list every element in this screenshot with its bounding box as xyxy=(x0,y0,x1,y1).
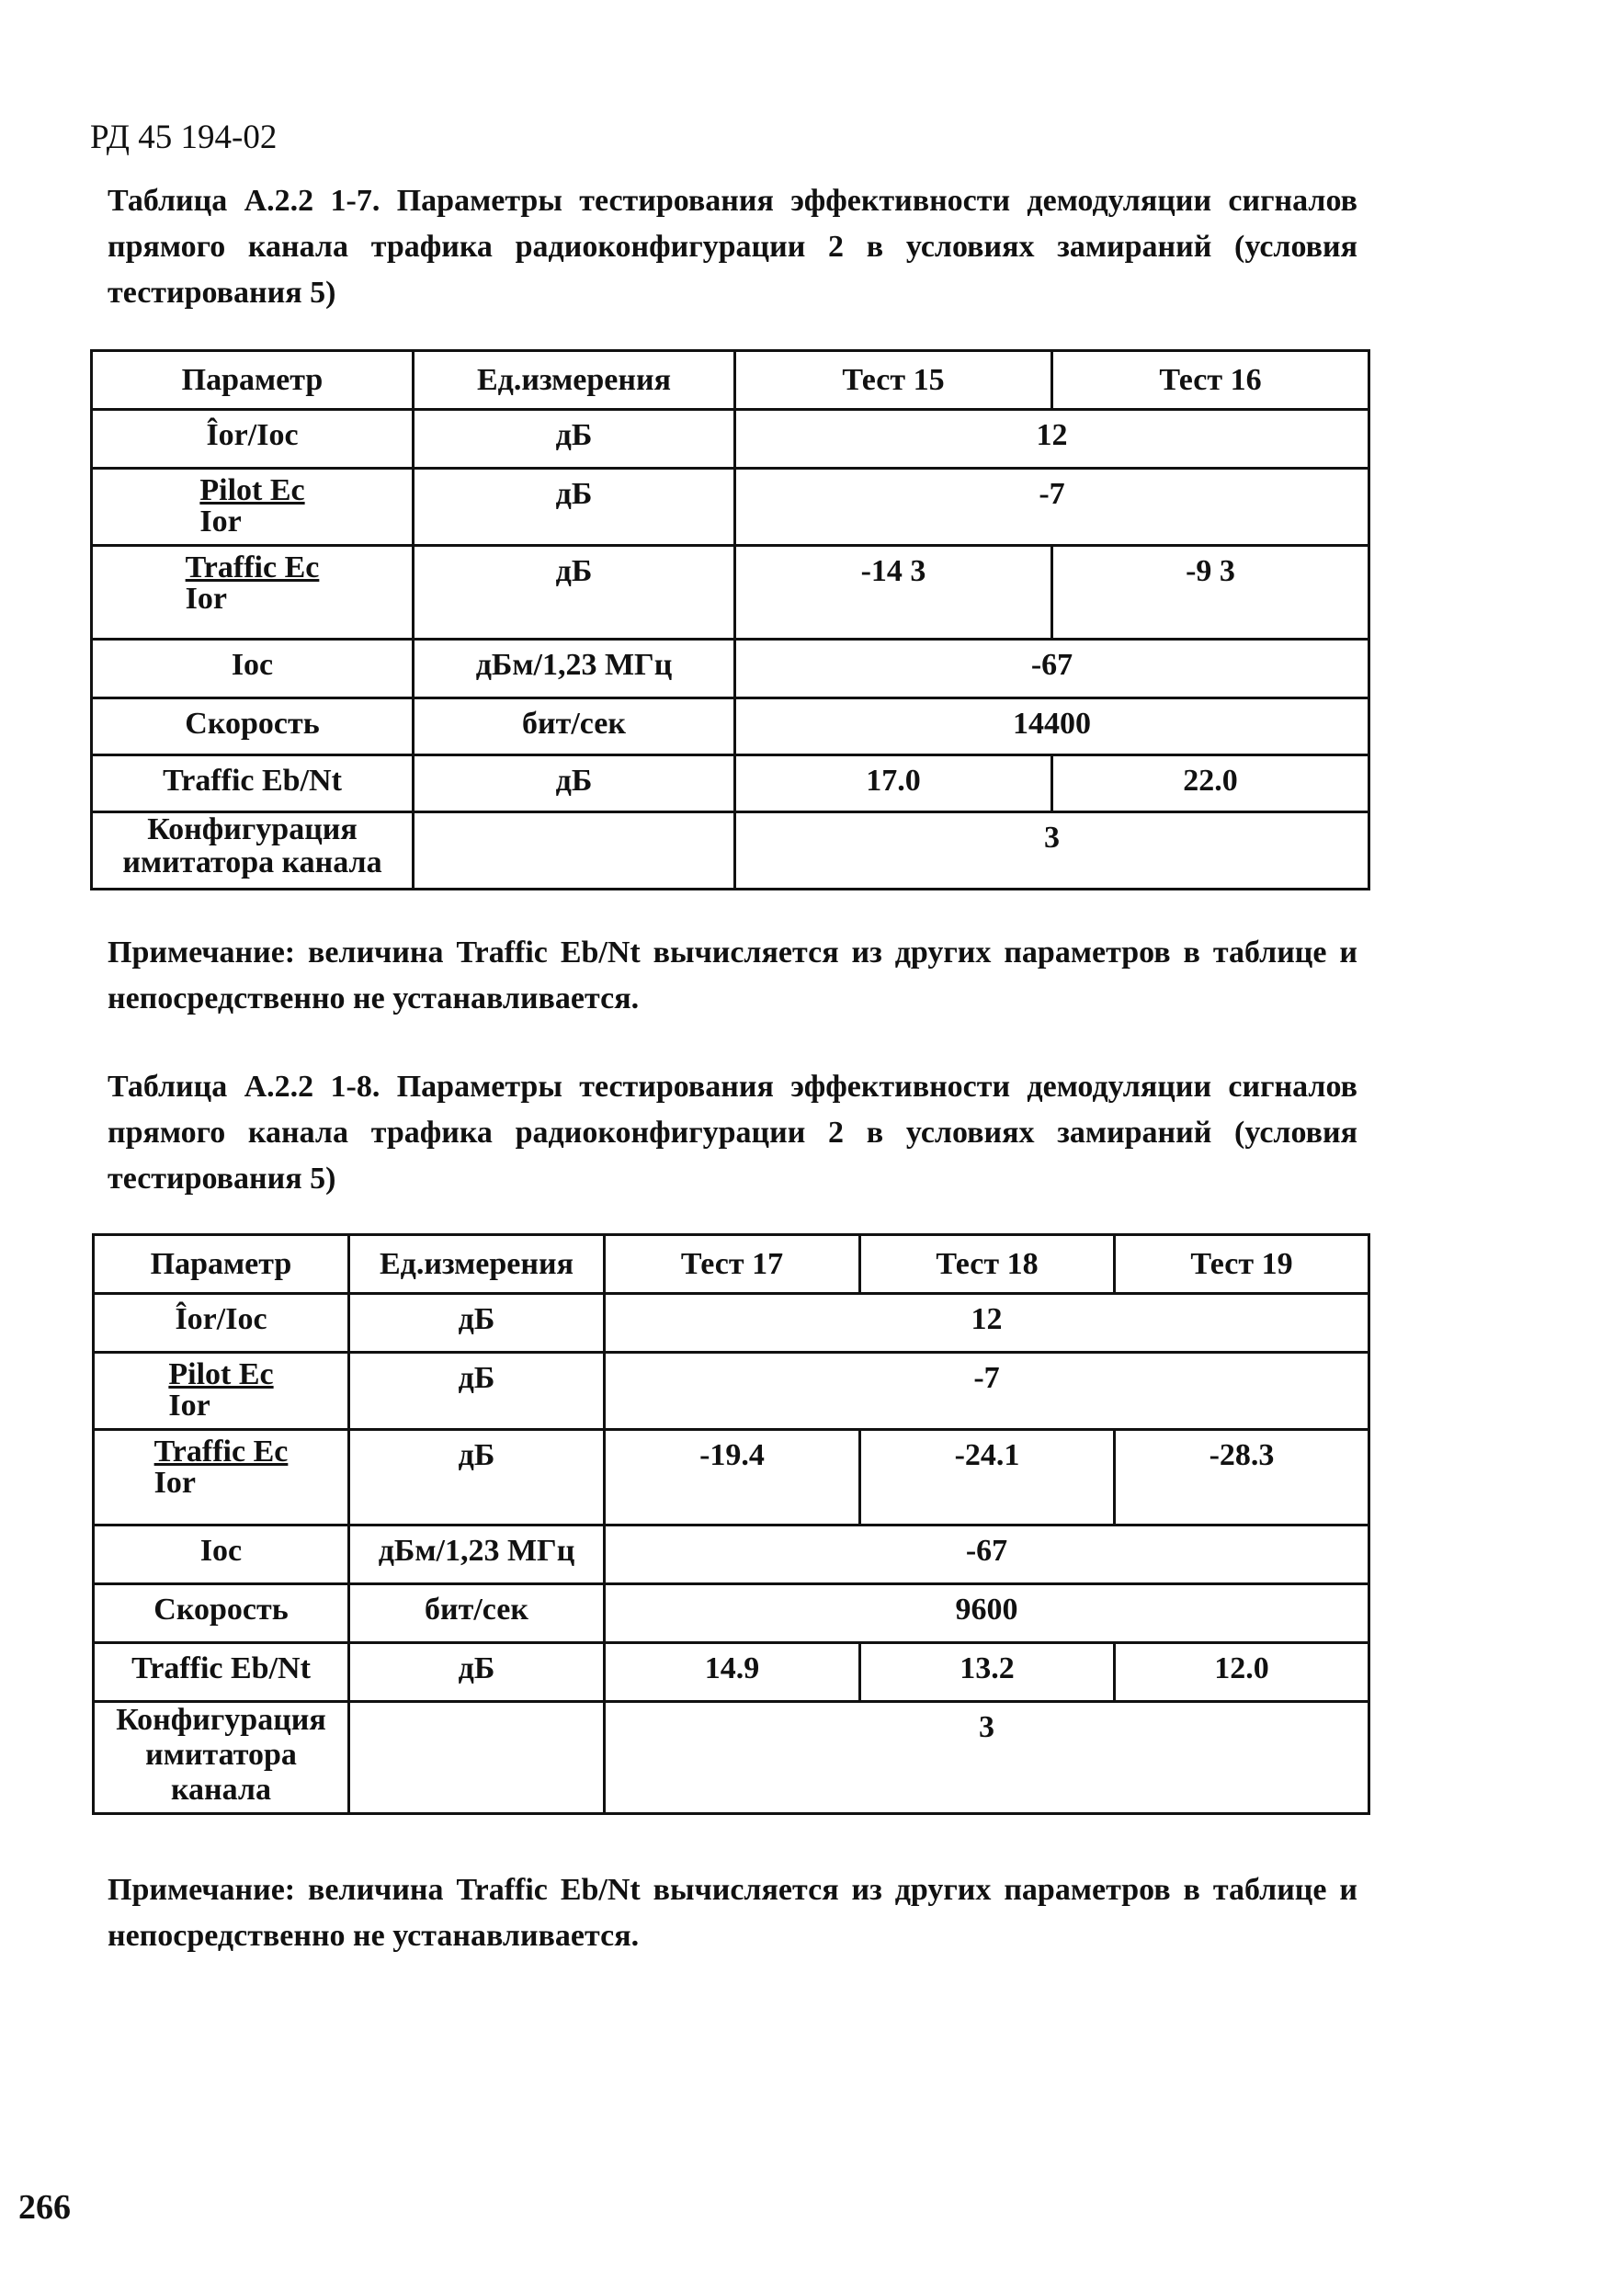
value-cell: -9 3 xyxy=(1052,546,1369,640)
param-cell: Конфигурация имитатора канала xyxy=(94,1702,349,1814)
param-cell: Конфигурация имитатора канала xyxy=(92,812,414,890)
value-cell: 9600 xyxy=(605,1584,1369,1643)
unit-cell: дБм/1,23 МГц xyxy=(349,1525,605,1584)
param-cell: Ioc xyxy=(94,1525,349,1584)
param-cell xyxy=(92,546,414,640)
param-cell: Скорость xyxy=(92,698,414,755)
value-cell: 3 xyxy=(605,1702,1369,1814)
param-fraction xyxy=(199,470,304,538)
value-cell: 14.9 xyxy=(605,1643,860,1702)
param-fraction xyxy=(154,1431,289,1499)
table-row xyxy=(92,755,1369,812)
param-fraction xyxy=(168,1354,273,1422)
table2 xyxy=(92,1233,1370,1815)
param-cell: Îor/Ioc xyxy=(92,410,414,469)
table1-header-test16: Тест 16 xyxy=(1052,351,1369,410)
table2-header-test17: Тест 17 xyxy=(605,1235,860,1294)
value-cell: -7 xyxy=(605,1353,1369,1430)
param-numerator: Traffic Ec xyxy=(185,550,320,584)
param-denominator: Ior xyxy=(153,1466,196,1500)
param-denominator: Ior xyxy=(199,505,242,539)
table2-header-unit: Ед.измерения xyxy=(349,1235,605,1294)
unit-cell: дБ xyxy=(349,1353,605,1430)
table-row xyxy=(94,1294,1369,1353)
table1-header-unit: Ед.измерения xyxy=(414,351,735,410)
value-cell: -67 xyxy=(735,640,1369,698)
table1-header-param: Параметр xyxy=(92,351,414,410)
unit-cell: дБ xyxy=(414,469,735,546)
table1-note: Примечание: величина Traffic Eb/Nt вычисляется из других параметров в таблице и непосредственно не устанавливается. xyxy=(108,936,1357,1015)
unit-cell xyxy=(349,1702,605,1814)
table-row xyxy=(94,1702,1369,1814)
value-cell: 3 xyxy=(735,812,1369,890)
table-row xyxy=(92,410,1369,469)
unit-cell: дБ xyxy=(414,410,735,469)
value-cell: 13.2 xyxy=(860,1643,1115,1702)
value-cell: 17.0 xyxy=(735,755,1052,812)
param-cell: Traffic Eb/Nt xyxy=(94,1643,349,1702)
param-numerator: Pilot Ec xyxy=(168,1357,274,1391)
table-row xyxy=(94,1353,1369,1430)
table-row xyxy=(92,640,1369,698)
value-cell: -24.1 xyxy=(860,1430,1115,1525)
param-numerator: Traffic Ec xyxy=(153,1435,289,1469)
table2-header-param: Параметр xyxy=(94,1235,349,1294)
param-cell xyxy=(92,469,414,546)
unit-cell: дБм/1,23 МГц xyxy=(414,640,735,698)
value-cell: -19.4 xyxy=(605,1430,860,1525)
param-cell: Traffic Eb/Nt xyxy=(92,755,414,812)
table1 xyxy=(90,349,1370,890)
unit-cell: дБ xyxy=(349,1294,605,1353)
param-denominator: Ior xyxy=(168,1389,210,1423)
param-cell: Ioc xyxy=(92,640,414,698)
table-row xyxy=(94,1643,1369,1702)
value-cell: -67 xyxy=(605,1525,1369,1584)
value-cell: 12.0 xyxy=(1115,1643,1369,1702)
unit-cell: дБ xyxy=(414,546,735,640)
value-cell: -7 xyxy=(735,469,1369,546)
unit-cell: дБ xyxy=(349,1643,605,1702)
param-cell xyxy=(94,1353,349,1430)
param-numerator: Pilot Ec xyxy=(199,473,305,507)
table-row xyxy=(92,812,1369,890)
param-cell: Скорость xyxy=(94,1584,349,1643)
table-row xyxy=(94,1584,1369,1643)
table1-caption: Таблица А.2.2 1-7. Параметры тестирования эффективности демодуляции сигналов прямого канала трафика радиоконфигурации 2 в условиях замираний (условия тестирования 5) xyxy=(108,184,1357,310)
unit-cell: дБ xyxy=(414,755,735,812)
value-cell: 12 xyxy=(735,410,1369,469)
table-row xyxy=(92,698,1369,755)
value-cell: 12 xyxy=(605,1294,1369,1353)
value-cell: -14 3 xyxy=(735,546,1052,640)
param-cell: Îor/Ioc xyxy=(94,1294,349,1353)
table-row xyxy=(92,546,1369,640)
table2-header-test18: Тест 18 xyxy=(860,1235,1115,1294)
table1-header-test15: Тест 15 xyxy=(735,351,1052,410)
document-code: РД 45 194-02 xyxy=(90,119,278,156)
table-row xyxy=(94,1430,1369,1525)
value-cell: -28.3 xyxy=(1115,1430,1369,1525)
value-cell: 14400 xyxy=(735,698,1369,755)
value-cell: 22.0 xyxy=(1052,755,1369,812)
table-row xyxy=(92,469,1369,546)
table2-note: Примечание: величина Traffic Eb/Nt вычисляется из других параметров в таблице и непосредственно не устанавливается. xyxy=(108,1873,1357,1953)
param-denominator: Ior xyxy=(185,582,227,616)
unit-cell xyxy=(414,812,735,890)
table2-caption: Таблица А.2.2 1-8. Параметры тестирования эффективности демодуляции сигналов прямого канала трафика радиоконфигурации 2 в условиях замираний (условия тестирования 5) xyxy=(108,1070,1357,1196)
param-cell xyxy=(94,1430,349,1525)
unit-cell: дБ xyxy=(349,1430,605,1525)
page-number: 266 xyxy=(18,2188,71,2227)
param-fraction xyxy=(186,547,320,615)
table-row xyxy=(94,1525,1369,1584)
unit-cell: бит/сек xyxy=(349,1584,605,1643)
table2-header-test19: Тест 19 xyxy=(1115,1235,1369,1294)
unit-cell: бит/сек xyxy=(414,698,735,755)
